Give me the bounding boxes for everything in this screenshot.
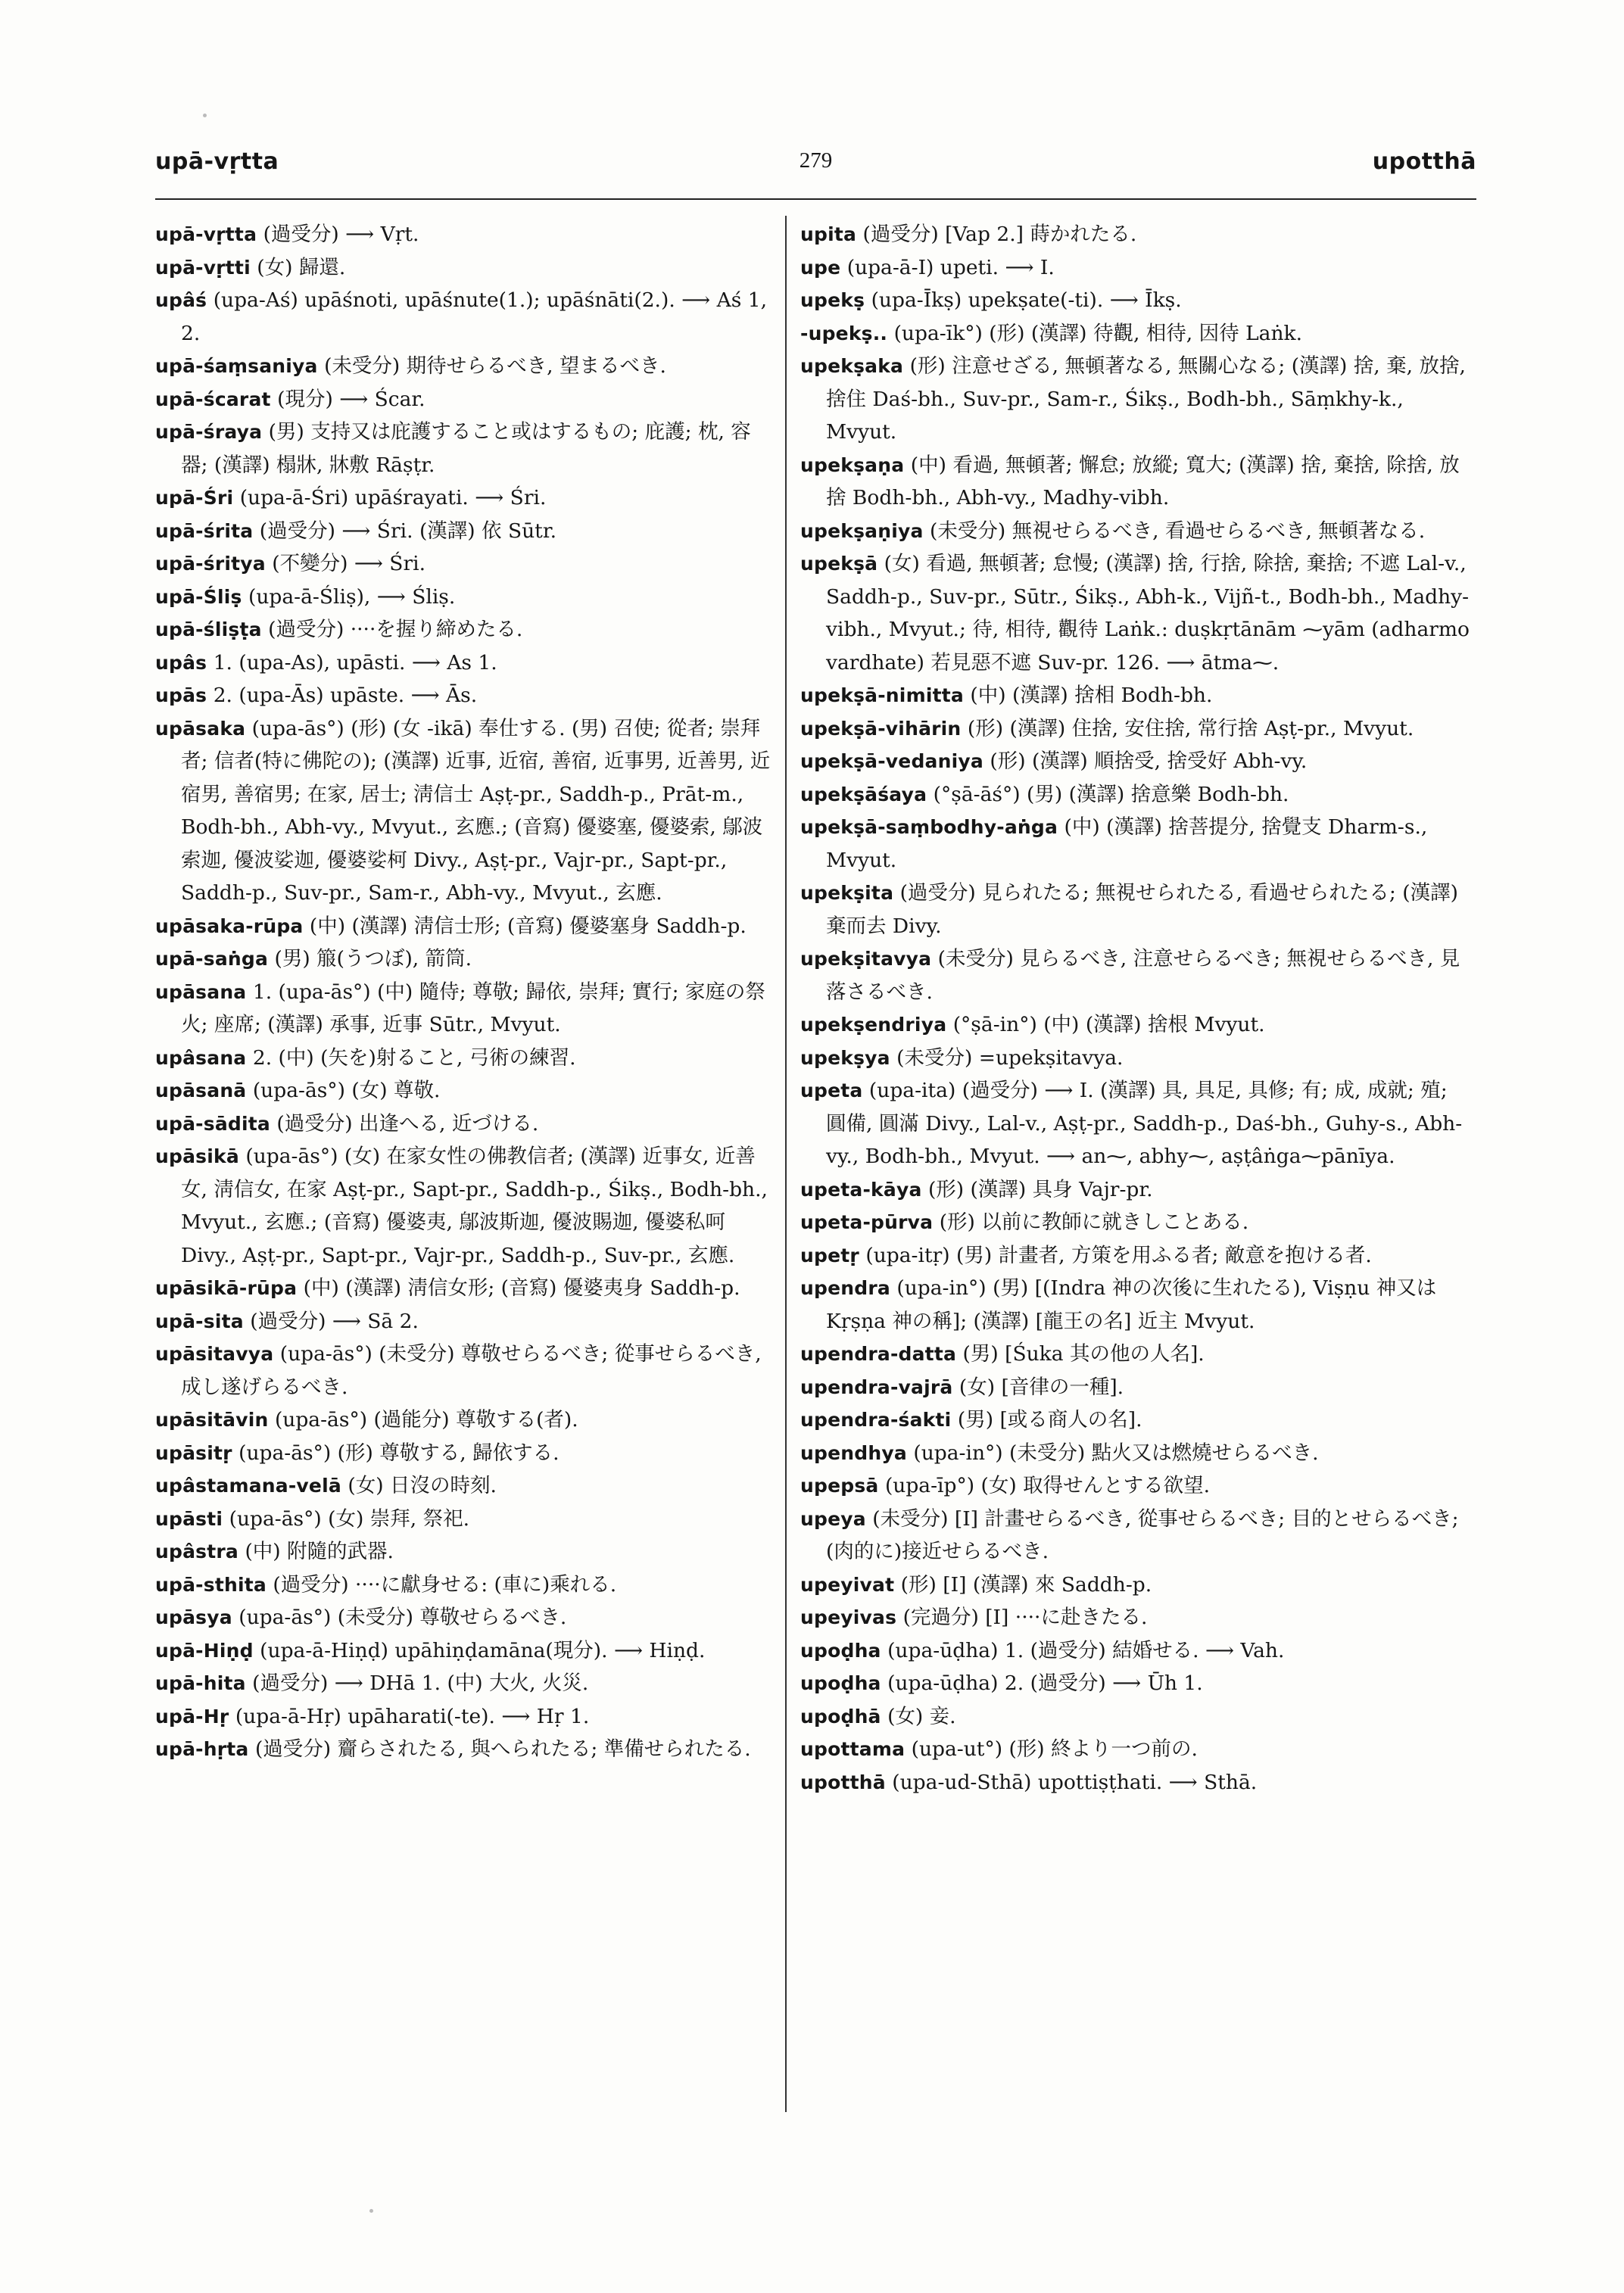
dictionary-entry [800, 778, 1473, 812]
dictionary-entry [155, 1634, 775, 1668]
dictionary-entry [155, 910, 775, 943]
dictionary-entry [800, 547, 1473, 679]
entry-definition: (upa-ās°) (過能分) 尊敬する(者). [274, 1408, 578, 1432]
entry-definition: (upa-ās°) (女) 崇拜, 祭祀. [229, 1506, 470, 1531]
dictionary-entry [800, 1272, 1473, 1338]
dictionary-entry [800, 1503, 1473, 1569]
entry-headword: upās [155, 684, 207, 706]
entry-definition: (女) 日沒の時刻. [348, 1474, 497, 1497]
entry-definition: (女) 看過, 無頓著; 怠慢; (漢譯) 捨, 行捨, 除捨, 棄捨; 不遮 Lal-v., Saddh-p., Suv-pr., Sūtr., Śikṣ., Abh-k., Vijñ-t., Bodh-bh., Madhy-vibh., Mvyut.; 待, 相待, 觀待 Laṅk.: duṣkṛtānām ⁓yām (adharmo vardhate) 若見惡不遮 Suv-pr. 126. ⟶ ātma⁓. [826, 552, 1470, 675]
entry-definition: (過受分) ⟶ Vṛt. [263, 223, 419, 246]
entry-definition: (過受分) 齎らされたる, 與へられたる; 準備せられたる. [254, 1737, 751, 1761]
entry-headword: upeyivas [800, 1606, 897, 1628]
dictionary-entry [155, 1601, 775, 1634]
left-column [155, 218, 775, 1766]
entry-headword: upā-hṛta [155, 1738, 249, 1760]
entry-headword: upetṛ [800, 1244, 859, 1266]
entry-definition: (過受分) ⟶ Sā 2. [250, 1309, 419, 1333]
entry-headword: upekṣā-nimitta [800, 684, 964, 706]
dictionary-entry [155, 1338, 775, 1404]
dictionary-entry [800, 1667, 1473, 1700]
dictionary-entry [155, 284, 775, 350]
entry-definition: (未受分) =upekṣitavya. [896, 1045, 1124, 1070]
dictionary-entry [155, 1469, 775, 1503]
entry-definition: (形) 注意せざる, 無頓著なる, 無關心なる; (漢譯) 捨, 棄, 放捨, 捨住 Daś-bh., Suv-pr., Sam-r., Śikṣ., Bodh-bh., Sāṃkhy-k., Mvyut. [826, 354, 1466, 444]
entry-definition: (完過分) [I] ····に赴きたる. [902, 1606, 1148, 1629]
entry-definition: (男) [Śuka 其の他の人名]. [962, 1342, 1205, 1366]
dictionary-entry [800, 1700, 1473, 1734]
dictionary-entry [155, 712, 775, 910]
entry-definition: (upa-Aś) upāśnoti, upāśnute(1.); upāśnāti(2.). ⟶ Aś 1, 2. [181, 288, 768, 345]
dictionary-entry [800, 1634, 1473, 1668]
entry-definition: (過受分) 出逢へる, 近づける. [276, 1111, 539, 1136]
dictionary-entry [155, 1140, 775, 1272]
entry-definition: (未受分) 見らるべき, 注意せらるべき; 無視せらるべき, 見落さるべき. [826, 947, 1460, 1004]
entry-definition: (現分) ⟶ Ścar. [277, 387, 425, 411]
column-divider [785, 216, 787, 2112]
entry-headword: upā-Śliṣ [155, 585, 242, 608]
entry-definition: (形) (漢譯) 具身 Vajr-pr. [927, 1177, 1153, 1201]
entry-definition: (女) [音律の一種]. [959, 1375, 1124, 1399]
dictionary-entry [155, 1074, 775, 1108]
entry-headword: upā-Hṛ [155, 1705, 229, 1728]
dictionary-entry [155, 1108, 775, 1141]
scan-speck [203, 114, 207, 117]
entry-headword: upekṣitavya [800, 948, 932, 970]
dictionary-entry [155, 251, 775, 285]
dictionary-entry [800, 218, 1473, 251]
entry-headword: upe [800, 256, 841, 279]
page-number: 279 [799, 148, 833, 173]
dictionary-entry [155, 383, 775, 416]
entry-headword: upâś [155, 289, 207, 311]
entry-definition: (過受分) ⟶ Śri. (漢譯) 依 Sūtr. [259, 519, 557, 543]
entry-headword: -upekṣ.. [800, 322, 888, 344]
entry-definition: (未受分) [I] 計畫せらるべき, 從事せらるべき; 目的とせらるべき; (肉的に)接近せらるべき. [826, 1506, 1459, 1563]
entry-headword: upendra-śakti [800, 1409, 952, 1431]
entry-definition: 2. (中) (矢を)射ること, 弓術の練習. [252, 1045, 576, 1070]
entry-headword: upāsikā-rūpa [155, 1277, 298, 1299]
dictionary-entry [155, 1437, 775, 1470]
entry-definition: (中) (漢譯) 淸信女形; (音寫) 優婆夷身 Saddh-p. [303, 1276, 740, 1300]
dictionary-entry [155, 1733, 775, 1766]
dictionary-entry [155, 547, 775, 581]
dictionary-entry [155, 1503, 775, 1536]
dictionary-entry [800, 942, 1473, 1008]
entry-headword: upā-śaṃsaniya [155, 355, 318, 377]
dictionary-entry [800, 1569, 1473, 1602]
entry-definition: (中) (漢譯) 捨相 Bodh-bh. [970, 684, 1213, 707]
entry-definition: (upa-Īkṣ) upekṣate(-ti). ⟶ Īkṣ. [871, 288, 1182, 312]
dictionary-entry [800, 1173, 1473, 1207]
entry-definition: (形) (漢譯) 住捨, 安住捨, 常行捨 Aṣṭ-pr., Mvyut. [967, 716, 1414, 740]
dictionary-entry [155, 1305, 775, 1338]
dictionary-entry [155, 679, 775, 712]
entry-definition: (女) 歸還. [257, 255, 346, 279]
entry-headword: upâstra [155, 1541, 238, 1562]
entry-definition: (過受分) ⟶ DHā 1. (中) 大火, 火災. [252, 1671, 589, 1695]
entry-definition: (upa-ā-I) upeti. ⟶ I. [846, 255, 1055, 279]
dictionary-entry [800, 1404, 1473, 1437]
dictionary-entry [155, 1700, 775, 1734]
dictionary-entry [800, 679, 1473, 712]
entry-definition: (upa-ā-Hṛ) upāharati(-te). ⟶ Hṛ 1. [235, 1704, 590, 1728]
entry-headword: upendra [800, 1277, 890, 1299]
header-right-headword: upotthā [1372, 148, 1476, 175]
dictionary-entry [800, 1371, 1473, 1404]
entry-definition: (中) (漢譯) 淸信士形; (音寫) 優婆塞身 Saddh-p. [309, 914, 747, 938]
entry-headword: upeyivat [800, 1573, 895, 1596]
entry-definition: (不變分) ⟶ Śri. [272, 552, 426, 575]
dictionary-entry [800, 745, 1473, 778]
dictionary-entry [800, 1074, 1473, 1173]
entry-definition: (upa-ās°) (形) 尊敬する, 歸依する. [238, 1441, 560, 1465]
entry-headword: upekṣaka [800, 355, 904, 377]
entry-headword: upā-sādita [155, 1112, 270, 1135]
entry-definition: (upa-ās°) (女) 在家女性の佛教信者; (漢譯) 近事女, 近善女, 淸信女, 在家 Aṣṭ-pr., Sapt-pr., Saddh-p., Śikṣ., Bodh-bh., Mvyut., 玄應.; (音寫) 優婆夷, 鄔波斯迦, 優波賜迦, 優婆私呵 Divy., Aṣṭ-pr., Sapt-pr., Vajr-pr., Saddh-p., Suv-pr., 玄應. [181, 1145, 768, 1267]
entry-definition: (過受分) [Vap 2.] 蒔かれたる. [862, 223, 1137, 246]
dictionary-entry [800, 1338, 1473, 1371]
entry-definition: (upa-ita) (過受分) ⟶ I. (漢譯) 具, 具足, 具修; 有; 成, 成就; 殖; 圓備, 圓滿 Divy., Lal-v., Aṣṭ-pr., Saddh-p., Daś-bh., Guhy-s., Abh-vy., Bodh-bh., Mvyut. ⟶ an⁓, abhy⁓, aṣṭâṅga⁓pānīya. [826, 1079, 1463, 1168]
entry-headword: upāsikā [155, 1145, 239, 1167]
entry-headword: upekṣāśaya [800, 783, 927, 805]
entry-headword: upā-śraya [155, 421, 263, 443]
dictionary-entry [800, 811, 1473, 877]
dictionary-entry [800, 1733, 1473, 1766]
dictionary-entry [155, 942, 775, 976]
entry-headword: upeta-pūrva [800, 1211, 934, 1233]
dictionary-entry [800, 1206, 1473, 1239]
entry-definition: (中) 附隨的武器. [245, 1540, 394, 1563]
entry-headword: upottama [800, 1738, 906, 1760]
entry-headword: upā-ścarat [155, 388, 271, 410]
entry-headword: upāsaka [155, 717, 246, 740]
entry-definition: (upa-ās°) (未受分) 尊敬せらるべき; 從事せらるべき, 成し遂げらるべき. [181, 1342, 762, 1399]
entry-definition: (upa-ās°) (未受分) 尊敬せらるべき. [238, 1606, 567, 1629]
entry-headword: upāsanā [155, 1080, 247, 1101]
entry-headword: upā-Hiṇḍ [155, 1639, 254, 1662]
entry-definition: (upa-ūḍha) 2. (過受分) ⟶ Ūh 1. [887, 1671, 1203, 1695]
dictionary-entry [800, 350, 1473, 449]
dictionary-entry [800, 1601, 1473, 1634]
entry-headword: upāsitāvin [155, 1409, 269, 1431]
entry-definition: (中) (漢譯) 捨菩提分, 捨覺支 Dharm-s., Mvyut. [826, 815, 1428, 872]
entry-headword: upā-śliṣṭa [155, 618, 262, 640]
dictionary-entry [155, 1404, 775, 1437]
running-header [155, 148, 1476, 186]
entry-definition: (upa-ā-Hiṇḍ) upāhiṇḍamāna(現分). ⟶ Hiṇḍ. [260, 1638, 706, 1662]
entry-headword: upā-Śri [155, 487, 234, 509]
entry-definition: (upa-in°) (未受分) 點火又は燃燒せらるべき. [913, 1441, 1319, 1465]
dictionary-entry [800, 712, 1473, 746]
entry-headword: upekṣita [800, 882, 894, 904]
entry-headword: upā-śrita [155, 519, 254, 542]
entry-headword: upekṣā-saṃbodhy-aṅga [800, 816, 1058, 838]
entry-definition: (未受分) 期待せらるべき, 望まるべき. [324, 354, 666, 378]
dictionary-entry [155, 976, 775, 1042]
entry-definition: (upa-itṛ) (男) 計畫者, 方策を用ふる者; 敵意を抱ける者. [865, 1243, 1372, 1267]
entry-headword: upâsana [155, 1046, 247, 1069]
entry-headword: upendhya [800, 1441, 907, 1464]
dictionary-entry [155, 613, 775, 646]
dictionary-entry [800, 1766, 1473, 1799]
dictionary-entry [155, 350, 775, 383]
entry-headword: upotthā [800, 1771, 886, 1793]
entry-definition: (形) 以前に教師に就きしことある. [939, 1210, 1249, 1234]
entry-headword: upā-sita [155, 1310, 244, 1332]
entry-headword: upoḍha [800, 1639, 881, 1662]
entry-headword: upeta-kāya [800, 1178, 922, 1201]
entry-headword: upâs [155, 651, 207, 674]
entry-definition: (upa-ās°) (女) 尊敬. [252, 1079, 441, 1102]
entry-headword: upepsā [800, 1475, 879, 1497]
dictionary-entry [800, 317, 1473, 350]
dictionary-entry [800, 251, 1473, 285]
entry-headword: upekṣā-vedaniya [800, 750, 983, 772]
entry-headword: upāsya [155, 1606, 232, 1628]
entry-definition: (upa-ā-Śliṣ), ⟶ Śliṣ. [248, 584, 456, 609]
dictionary-entry [800, 1239, 1473, 1273]
dictionary-entry [155, 1535, 775, 1569]
entry-definition: (°ṣā-in°) (中) (漢譯) 捨根 Mvyut. [952, 1013, 1265, 1036]
entry-headword: upekṣā [800, 553, 878, 575]
header-left-headword: upā-vṛtta [155, 148, 279, 175]
entry-headword: upeta [800, 1080, 863, 1101]
dictionary-entry [155, 646, 775, 680]
entry-definition: (upa-ā-Śri) upāśrayati. ⟶ Śri. [239, 486, 547, 509]
entry-definition: (upa-ās°) (形) (女 -ikā) 奉仕する. (男) 召使; 從者; 崇拜者; 信者(特に佛陀の); (漢譯) 近事, 近宿, 善宿, 近事男, 近善男, 近宿男, 善宿男; 在家, 居士; 淸信士 Aṣṭ-pr., Saddh-p., Prāt-m., Bodh-bh., Abh-vy., Mvyut., 玄應.; (音寫) 優婆塞, 優婆索, 鄔波索迦, 優波娑迦, 優婆娑柯 Divy., Aṣṭ-pr., Vajr-pr., Sapt-pr., Saddh-p., Suv-pr., Sam-r., Abh-vy., Mvyut., 玄應. [181, 716, 771, 905]
entry-headword: upekṣā-vihārin [800, 717, 962, 740]
entry-definition: (°ṣā-āś°) (男) (漢譯) 捨意樂 Bodh-bh. [933, 782, 1289, 806]
dictionary-entry [155, 1272, 775, 1305]
dictionary-entry [800, 877, 1473, 942]
entry-definition: (upa-īp°) (女) 取得せんとする欲望. [884, 1474, 1211, 1497]
scan-speck [369, 2209, 373, 2213]
dictionary-entry [155, 218, 775, 251]
entry-headword: upā-saṅga [155, 948, 269, 970]
dictionary-entry [800, 1437, 1473, 1470]
entry-definition: (男) 支持又は庇護すること或はするもの; 庇護; 枕, 容器; (漢譯) 榻牀, 牀敷 Rāṣṭr. [181, 420, 751, 477]
right-column [800, 218, 1473, 1799]
entry-headword: upāsana [155, 980, 247, 1003]
header-rule [155, 198, 1476, 200]
entry-definition: 1. (upa-ās°) (中) 隨侍; 尊敬; 歸依, 崇拜; 實行; 家庭の祭火; 座席; (漢譯) 承事, 近事 Sūtr., Mvyut. [181, 980, 765, 1036]
entry-headword: upāsaka-rūpa [155, 914, 304, 937]
entry-definition: (男) [或る商人の名]. [957, 1408, 1142, 1432]
entry-headword: upoḍha [800, 1672, 881, 1694]
entry-headword: upā-hita [155, 1672, 246, 1694]
entry-definition: (過受分) 見られたる; 無視せられたる, 看過せられたる; (漢譯) 棄而去 Divy. [826, 881, 1458, 938]
dictionary-entry [155, 515, 775, 548]
entry-definition: (upa-in°) (男) [(Indra 神の次後に生れたる), Viṣṇu 神又は Kṛṣṇa 神の稱]; (漢譯) [龍王の名] 近主 Mvyut. [826, 1276, 1437, 1333]
entry-headword: upāsitṛ [155, 1441, 232, 1464]
dictionary-entry [800, 1042, 1473, 1075]
entry-definition: (upa-ūḍha) 1. (過受分) 結婚せる. ⟶ Vah. [887, 1638, 1285, 1662]
entry-headword: upekṣ [800, 289, 865, 311]
dictionary-entry [155, 416, 775, 481]
entry-definition: 2. (upa-Ās) upāste. ⟶ Ās. [213, 684, 478, 707]
dictionary-entry [800, 1008, 1473, 1042]
entry-definition: 1. (upa-As), upāsti. ⟶ As 1. [213, 650, 497, 675]
entry-headword: upekṣendriya [800, 1014, 947, 1036]
entry-definition: (形) (漢譯) 順捨受, 捨受好 Abh-vy. [990, 749, 1308, 773]
entry-headword: upāsitavya [155, 1343, 274, 1365]
dictionary-entry [800, 449, 1473, 515]
dictionary-entry [155, 1042, 775, 1075]
entry-definition: (未受分) 無視せらるべき, 看過せらるべき, 無頓著なる. [930, 519, 1426, 543]
entry-definition: (過受分) ····に獻身せる: (車に)乘れる. [273, 1572, 617, 1597]
dictionary-entry [155, 1569, 775, 1602]
entry-headword: upā-vṛtta [155, 223, 257, 245]
entry-headword: upendra-datta [800, 1343, 957, 1365]
entry-headword: upekṣaṇa [800, 453, 905, 476]
entry-definition: (男) 箙(うつぼ), 箭筒. [274, 947, 472, 970]
dictionary-entry [155, 581, 775, 614]
entry-headword: upekṣaṇiya [800, 519, 924, 542]
entry-headword: upāsti [155, 1507, 223, 1530]
entry-headword: upâstamana-velā [155, 1475, 341, 1497]
dictionary-entry [800, 1469, 1473, 1503]
entry-headword: upā-śritya [155, 553, 266, 575]
dictionary-entry [800, 515, 1473, 548]
entry-definition: (upa-ut°) (形) 終より一つ前の. [911, 1737, 1198, 1761]
entry-definition: (upa-ud-Sthā) upottiṣṭhati. ⟶ Sthā. [892, 1770, 1258, 1794]
entry-definition: (upa-īk°) (形) (漢譯) 待觀, 相待, 因待 Laṅk. [893, 321, 1303, 345]
dictionary-entry [155, 1667, 775, 1700]
entry-headword: upendra-vajrā [800, 1375, 953, 1398]
entry-definition: (形) [I] (漢譯) 來 Saddh-p. [900, 1572, 1152, 1597]
entry-definition: (女) 妾. [887, 1704, 956, 1728]
entry-headword: upā-vṛtti [155, 256, 251, 279]
entry-headword: upekṣya [800, 1046, 890, 1069]
entry-definition: (過受分) ····を握り締めたる. [268, 618, 523, 641]
entry-headword: upoḍhā [800, 1705, 881, 1728]
entry-headword: upā-sthita [155, 1573, 267, 1596]
entry-definition: (中) 看過, 無頓著; 懈怠; 放縱; 寬大; (漢譯) 捨, 棄捨, 除捨, 放捨 Bodh-bh., Abh-vy., Madhy-vibh. [826, 453, 1460, 509]
dictionary-entry [800, 284, 1473, 317]
entry-headword: upeya [800, 1507, 866, 1530]
entry-headword: upita [800, 223, 857, 245]
dictionary-entry [155, 481, 775, 515]
